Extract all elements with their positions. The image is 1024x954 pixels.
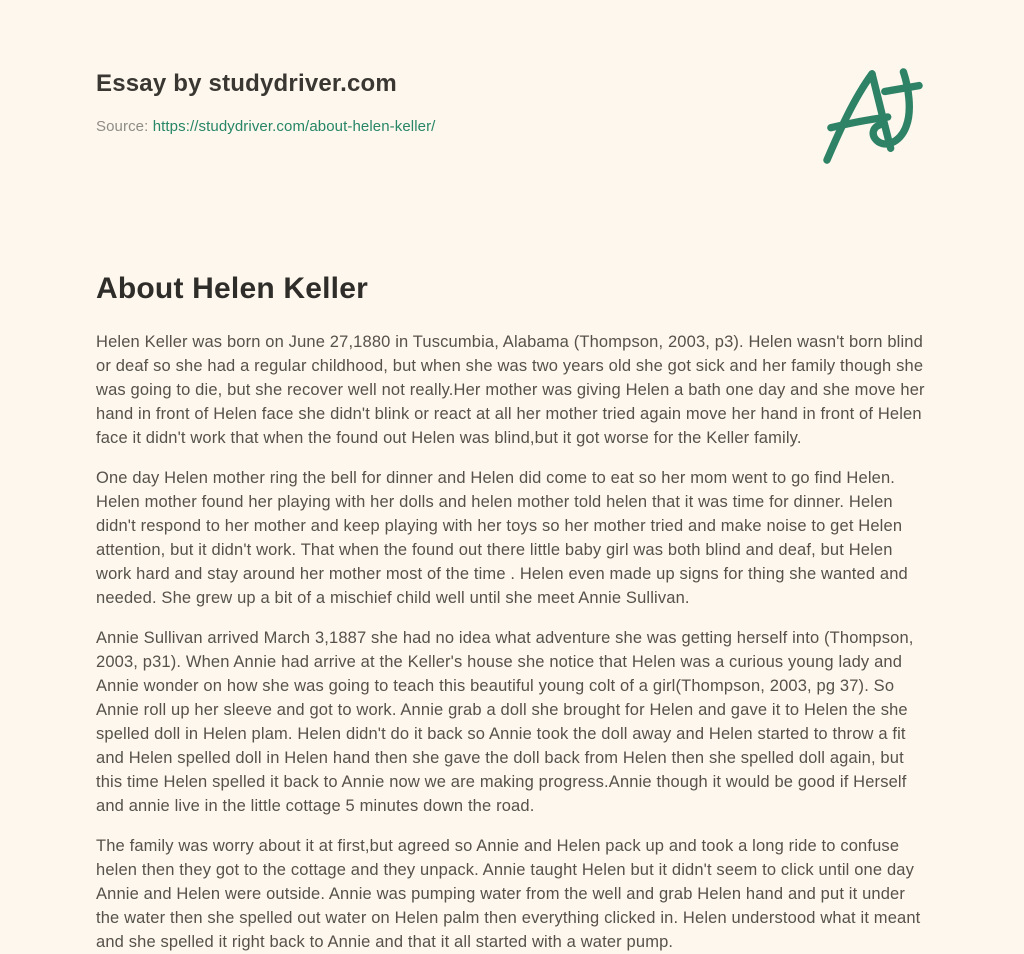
essay-paragraph-3: Annie Sullivan arrived March 3,1887 she had no idea what adventure she was getting herself into (Thompson, 2003, p31). When Annie had arrive at the Keller's house she notice that Helen was a curious young lady and Annie wonder on how she was going to teach this beautiful young colt of a girl(Thompson, 2003, pg 37). So Annie roll up her sleeve and got to work. Annie grab a doll she brought for Helen and gave it to Helen the she spelled doll in Helen plam. Helen didn't do it back so Annie took the doll away and Helen started to throw a fit and Helen spelled doll in Helen hand then she gave the doll back from Helen then she spelled doll again, but this time Helen spelled it back to Annie now we are making progress.Annie though it would be good if Herself and annie live in the little cottage 5 minutes down the road. xyxy=(96,629,914,815)
source-link[interactable]: https://studydriver.com/about-helen-keller/ xyxy=(152,118,436,135)
page-title: Essay by studydriver.com xyxy=(96,70,397,97)
a-plus-logo-icon xyxy=(820,66,928,164)
header-left xyxy=(96,70,435,135)
page-header xyxy=(96,70,928,164)
essay-paragraph-4: The family was worry about it at first,but agreed so Annie and Helen pack up and took a long ride to confuse helen then they got to the cottage and they unpack. Annie taught Helen but it didn't seem to click until one day Annie and Helen were outside. Annie was pumping water from the well and grab Helen hand and put it under the water then she spelled out water on Helen palm then everything clicked in. Helen understood what it meant and she spelled it right back to Annie and that it all started with a water pump. xyxy=(96,837,921,951)
source-line xyxy=(96,118,435,135)
essay-body xyxy=(96,330,928,954)
essay-title: About Helen Keller xyxy=(96,272,368,305)
essay-paragraph-2: One day Helen mother ring the bell for dinner and Helen did come to eat so her mom went to go find Helen. Helen mother found her playing with her dolls and helen mother told helen that it was time for dinner. Helen didn't respond to her mother and keep playing with her toys so her mother tried and make noise to get Helen attention, but it didn't work. That when the found out there little baby girl was both blind and deaf, but Helen work hard and stay around her mother most of the time . Helen even made up signs for thing she wanted and needed. She grew up a bit of a mischief child well until she meet Annie Sullivan. xyxy=(96,469,908,607)
essay-paragraph-1: Helen Keller was born on June 27,1880 in Tuscumbia, Alabama (Thompson, 2003, p3). Helen wasn't born blind or deaf so she had a regular childhood, but when she was two years old she got sick and her family though she was going to die, but she recover well not really.Her mother was giving Helen a bath one day and she move her hand in front of Helen face she didn't blink or react at all her mother tried again move her hand in front of Helen face it didn't work that when the found out Helen was blind,but it got worse for the Keller family. xyxy=(96,333,925,447)
source-label: Source: xyxy=(96,118,149,135)
